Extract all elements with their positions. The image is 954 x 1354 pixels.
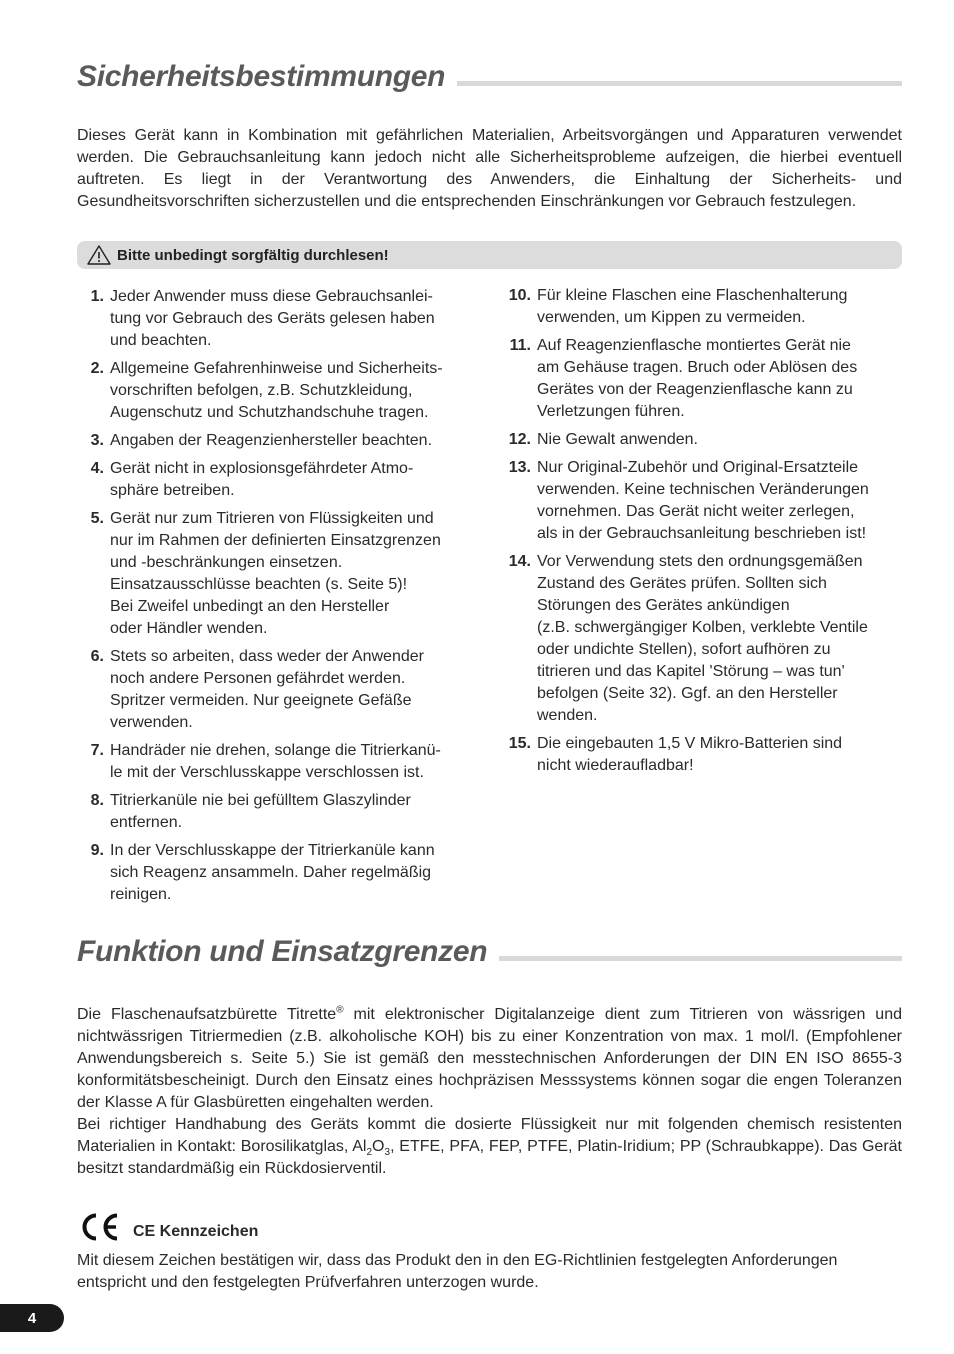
list-item-text: Für kleine Flaschen eine Flaschenhalterung verwenden, um Kippen zu vermeiden. xyxy=(537,287,848,326)
list-item-text: Angaben der Reagenzienhersteller beachten. xyxy=(110,432,433,449)
heading-rule xyxy=(499,956,902,961)
ce-heading xyxy=(77,1212,258,1242)
list-item-number: 5. xyxy=(90,510,104,527)
list-item-number: 13. xyxy=(508,459,531,476)
list-item-text: Handräder nie drehen, solange die Titrierkanü- le mit der Verschlusskappe verschlossen ist. xyxy=(110,742,441,781)
safety-list-item xyxy=(72,646,472,734)
safety-list-item xyxy=(497,335,897,423)
list-item-text: Jeder Anwender muss diese Gebrauchsanlei- tung vor Gebrauch des Geräts gelesen haben und beachten. xyxy=(110,288,435,349)
list-item-text: Gerät nur zum Titrieren von Flüssigkeiten und nur im Rahmen der definierten Einsatzgrenzen und -beschränkungen einsetzen. Einsatzausschlüsse beachten (s. Seite 5)! Bei Zweifel unbedingt an den Hersteller oder Händler wenden. xyxy=(110,510,441,637)
section-heading-safety xyxy=(77,60,902,94)
list-item-number: 7. xyxy=(90,742,104,759)
list-item-number: 9. xyxy=(90,842,104,859)
page-number: 4 xyxy=(0,1304,64,1332)
warning-triangle-icon xyxy=(87,245,111,265)
list-item-text: Nie Gewalt anwenden. xyxy=(537,431,698,448)
list-item-number: 14. xyxy=(508,553,531,570)
safety-list-item xyxy=(72,840,472,906)
list-item-number: 11. xyxy=(509,337,531,354)
list-item-text: Nur Original-Zubehör und Original-Ersatzteile verwenden. Keine technischen Veränderungen vornehmen. Das Gerät nicht weiter zerlegen, als in der Gebrauchsanleitung beschrieben ist! xyxy=(537,459,869,542)
safety-list-item xyxy=(72,358,472,424)
list-item-text: Auf Reagenzienflasche montiertes Gerät nie am Gehäuse tragen. Bruch oder Ablösen des Gerätes von der Reagenzienflasche kann zu Verletzungen führen. xyxy=(537,337,858,420)
list-item-number: 15. xyxy=(508,735,531,752)
list-item-number: 10. xyxy=(508,287,531,304)
list-item-number: 2. xyxy=(90,360,104,377)
function-paragraph: Die Flaschenaufsatzbürette Titrette® mit elektronischer Digitalanzeige dient zum Titrieren von wässrigen und nichtwässrigen Titriermedien (z.B. alkoholische KOH) bis zu einer Konzentration von max. 1 mol/l. (Empfohlener Anwendungsbereich s. Seite 5.) Sie ist gemäß den messtechnischen Anforderungen der DIN EN ISO 8655-3 konformitätsbescheinigt. Durch den Einsatz eines hochpräzisen Messsystems können sogar die engen Toleranzen der Klasse A für Glasbüretten eingehalten werden. Bei richtiger Handhabung des Geräts kommt die dosierte Flüssigkeit nur mit folgenden chemisch resistenten Materialien in Kontakt: Borosilikatglas, $Al_2O_3$, ETFE, PFA, FEP, PTFE, Platin-Iridium; PP (Schraubkappe). Das Gerät besitzt standardmäßig ein Rückdosierventil. xyxy=(77,1004,903,1177)
list-item-text: Allgemeine Gefahrenhinweise und Sicherheits- vorschriften befolgen, z.B. Schutzkleidung, Augenschutz und Schutzhandschuhe tragen. xyxy=(110,360,443,421)
safety-list-item xyxy=(72,458,472,502)
safety-list-item xyxy=(72,286,472,352)
ce-mark-icon xyxy=(77,1212,121,1242)
list-item-number: 1. xyxy=(90,288,104,305)
ce-paragraph: Mit diesem Zeichen bestätigen wir, dass das Produkt den in den EG-Richtlinien festgelegten Anforderungen entspricht und den festgelegten Prüfverfahren unterzogen wurde. xyxy=(77,1252,838,1291)
warning-bar xyxy=(77,241,902,269)
safety-list-item xyxy=(72,508,472,640)
safety-list-item xyxy=(72,740,472,784)
list-item-text: Vor Verwendung stets den ordnungsgemäßen Zustand des Gerätes prüfen. Sollten sich Störungen des Gerätes ankündigen (z.B. schwergängiger Kolben, verklebte Ventile oder undichte Stellen), sofort aufhören zu titrieren und das Kapitel 'Störung – was tun' befolgen (Seite 32). Ggf. an den Hersteller wenden. xyxy=(537,553,868,724)
heading-rule xyxy=(457,81,902,86)
list-item-number: 3. xyxy=(90,432,104,449)
list-item-number: 8. xyxy=(90,792,104,809)
safety-list-item xyxy=(497,429,897,451)
safety-list-left xyxy=(72,286,472,912)
list-item-text: Titrierkanüle nie bei gefülltem Glaszylinder entfernen. xyxy=(110,792,411,831)
list-item-number: 6. xyxy=(90,648,104,665)
list-item-number: 12. xyxy=(508,431,531,448)
list-item-text: Die eingebauten 1,5 V Mikro-Batterien sind nicht wiederaufladbar! xyxy=(537,735,843,774)
list-item-text: Stets so arbeiten, dass weder der Anwender noch andere Personen gefährdet werden. Spritzer vermeiden. Nur geeignete Gefäße verwenden. xyxy=(110,648,424,731)
safety-intro-paragraph: Dieses Gerät kann in Kombination mit gefährlichen Materialien, Arbeitsvorgängen und Apparaturen verwendet werden. Die Gebrauchsanleitung kann jedoch nicht alle Sicherheitsprobleme aufzeigen, die hierbei eventuell auftreten. Es liegt in der Verantwortung des Anwenders, die Einhaltung der Sicherheits- und Gesundheitsvorschriften sicherzustellen und die entsprechenden Einschränkungen vor Gebrauch festzulegen. xyxy=(77,127,902,210)
section-title: Sicherheitsbestimmungen xyxy=(77,60,446,93)
warning-label: Bitte unbedingt sorgfältig durchlesen! xyxy=(117,246,389,264)
safety-list-item xyxy=(497,551,897,727)
list-item-text: In der Verschlusskappe der Titrierkanüle kann sich Reagenz ansammeln. Daher regelmäßig reinigen. xyxy=(110,842,435,903)
safety-list-item xyxy=(497,733,897,777)
safety-list-item xyxy=(72,790,472,834)
safety-list-right xyxy=(497,285,897,783)
safety-list-item xyxy=(497,457,897,545)
ce-heading-label: CE Kennzeichen xyxy=(133,1223,259,1240)
section-title: Funktion und Einsatzgrenzen xyxy=(77,935,488,968)
list-item-number: 4. xyxy=(90,460,104,477)
safety-list-item xyxy=(497,285,897,329)
section-heading-function xyxy=(77,935,902,969)
safety-list-item xyxy=(72,430,472,452)
list-item-text: Gerät nicht in explosionsgefährdeter Atmo- sphäre betreiben. xyxy=(110,460,414,499)
